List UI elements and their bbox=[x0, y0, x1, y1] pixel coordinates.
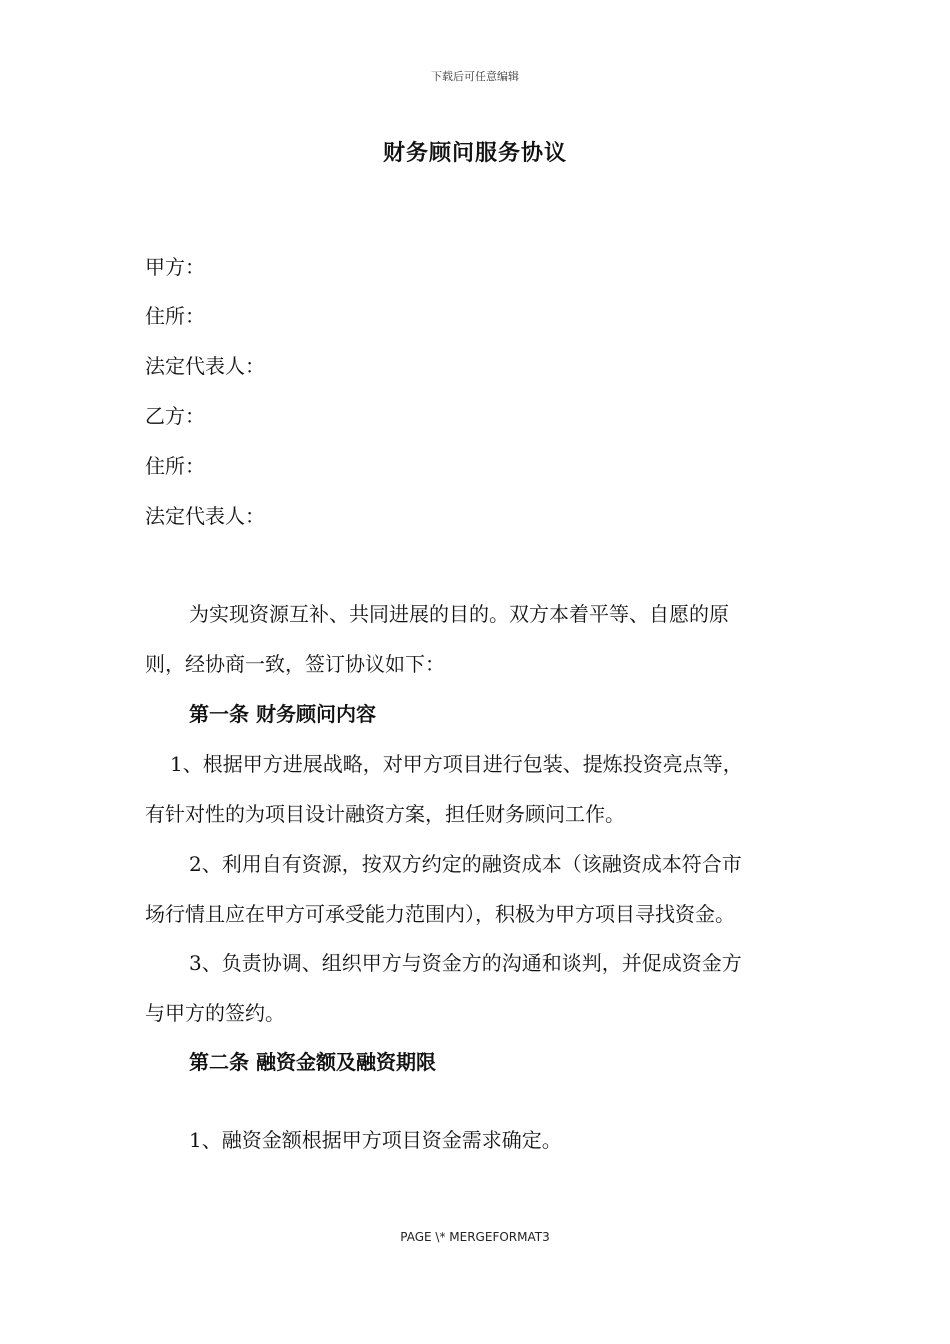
article-1-item-2-line-1: 2、利用自有资源，按双方约定的融资成本（该融资成本符合市 bbox=[189, 852, 742, 876]
article-1-item-1-line-2: 有针对性的为项目设计融资方案，担任财务顾问工作。 bbox=[145, 802, 625, 826]
article-1-item-2-line-2: 场行情且应在甲方可承受能力范围内），积极为甲方项目寻找资金。 bbox=[145, 902, 735, 926]
article-1-item-3-line-1: 3、负责协调、组织甲方与资金方的沟通和谈判，并促成资金方 bbox=[189, 951, 742, 975]
intro-line-2: 则，经协商一致，签订协议如下： bbox=[145, 652, 445, 676]
party-b-label: 乙方： bbox=[145, 404, 205, 428]
party-b-rep-label: 法定代表人： bbox=[145, 504, 265, 528]
article-2-item-1: 1、融资金额根据甲方项目资金需求确定。 bbox=[189, 1128, 562, 1152]
party-b-address-label: 住所： bbox=[145, 454, 205, 478]
party-a-address-label: 住所： bbox=[145, 304, 205, 328]
article-1-item-3-line-2: 与甲方的签约。 bbox=[145, 1001, 285, 1025]
party-a-rep-label: 法定代表人： bbox=[145, 354, 265, 378]
intro-line-1: 为实现资源互补、共同进展的目的。双方本着平等、自愿的原 bbox=[189, 602, 729, 626]
article-1-heading: 第一条 财务顾问内容 bbox=[189, 702, 376, 726]
party-a-label: 甲方： bbox=[145, 255, 205, 279]
page-footer-field: PAGE \* MERGEFORMAT3 bbox=[400, 1230, 550, 1244]
article-2-heading: 第二条 融资金额及融资期限 bbox=[189, 1050, 436, 1074]
page-header-note: 下载后可任意编辑 bbox=[431, 70, 519, 83]
article-1-item-1-line-1: 1、根据甲方进展战略，对甲方项目进行包装、提炼投资亮点等， bbox=[170, 752, 743, 776]
document-title: 财务顾问服务协议 bbox=[382, 140, 567, 166]
